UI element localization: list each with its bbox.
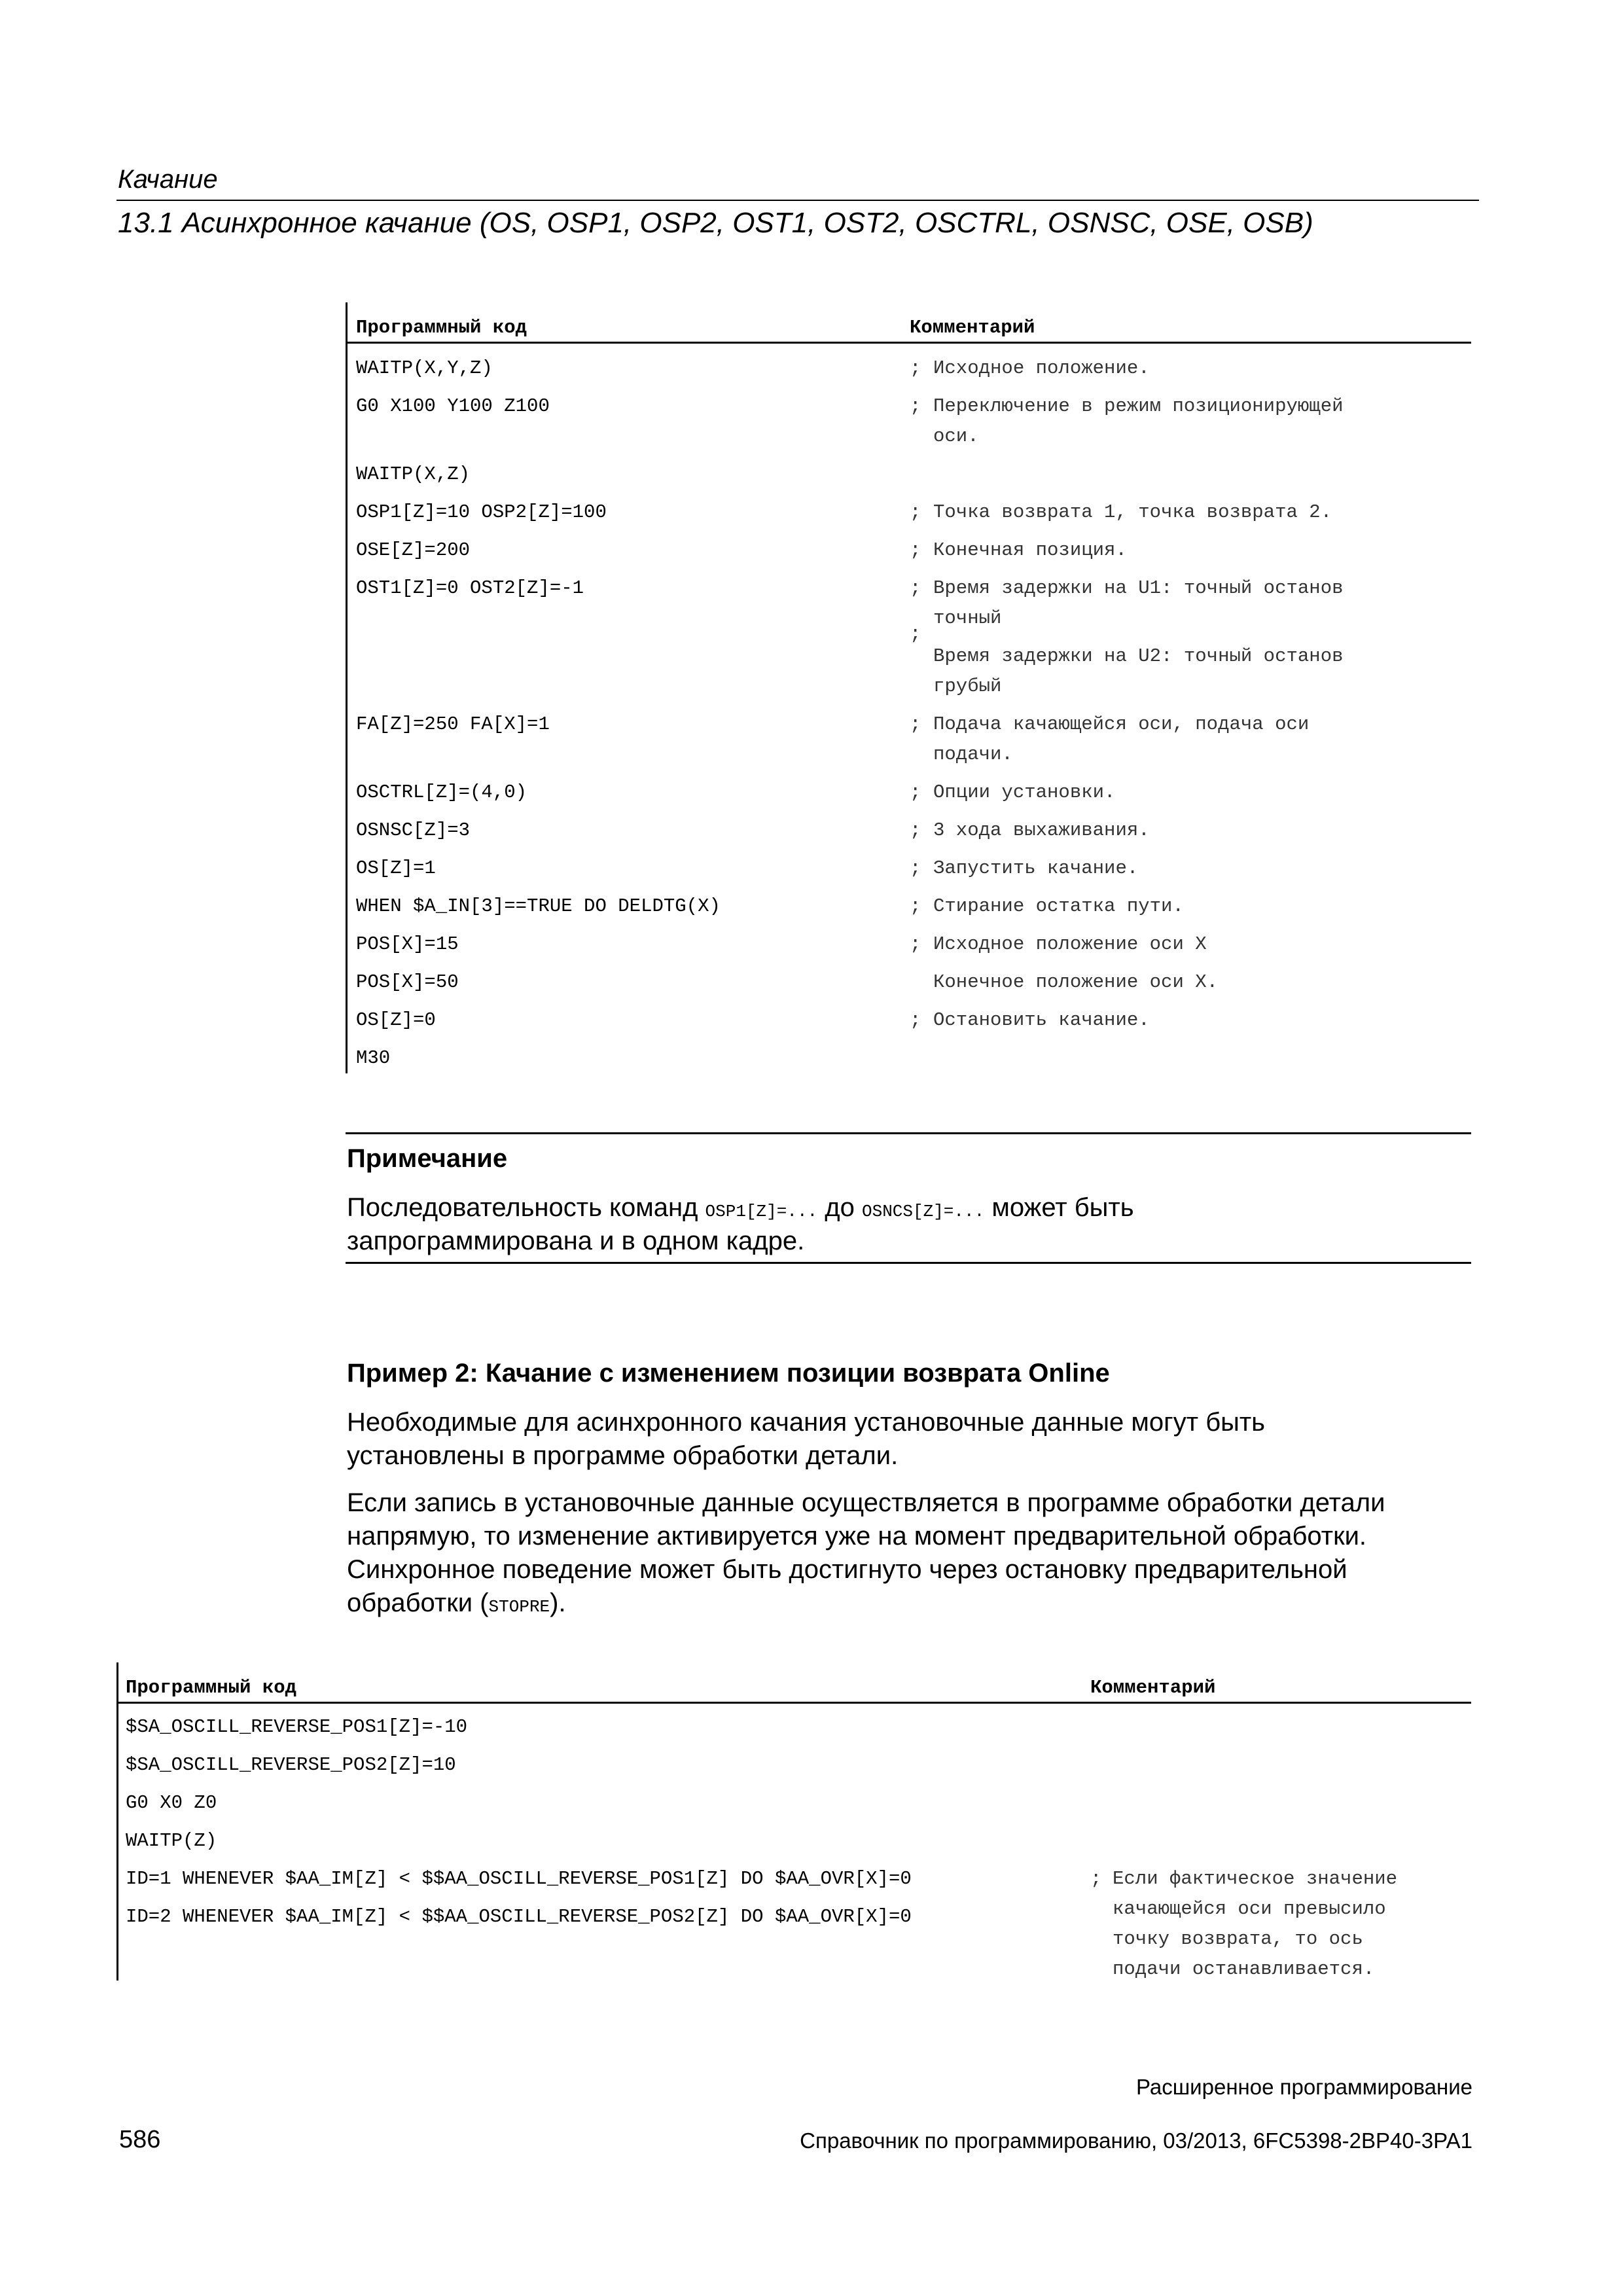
page-number: 586 [119,2126,161,2153]
code-line: G0 X100 Y100 Z100 [356,395,550,417]
note-line-2: запрограммирована и в одном кадре. [347,1227,805,1255]
note-bottom-rule [346,1262,1471,1264]
note-text: Последовательность команд [347,1193,705,1222]
footer-reference: Справочник по программированию, 03/2013, 6FC5398-2BP40-3PA1 [800,2128,1472,2153]
comment-text: 3 хода выхаживания. [933,819,1150,841]
comment-text: подачи останавливается. [1113,1958,1375,1980]
comment-text: Если фактическое значение [1113,1868,1398,1890]
header-divider [116,200,1479,201]
code-line: OSCTRL[Z]=(4,0) [356,781,527,803]
column-header-code: Программный код [126,1677,297,1698]
comment-text: Конечная позиция. [933,539,1127,561]
comment-text: Подача качающейся оси, подача оси [933,713,1310,735]
section-title: 13.1 Асинхронное качание (OS, OSP1, OSP2, OST1, OST2, OSCTRL, OSNSC, OSE, OSB) [118,207,1313,239]
table-header-rule [116,1702,1471,1704]
code-line: WAITP(X,Z) [356,463,471,485]
comment-text: оси. [933,425,979,447]
comment-text: подачи. [933,744,1013,765]
code-line: ID=2 WHENEVER $AA_IM[Z] < $$AA_OSCILL_REVERSE_POS2[Z] DO $AA_OVR[X]=0 [126,1906,912,1928]
paragraph-line: напрямую, то изменение активируется уже на момент предварительной обработки. [347,1522,1367,1551]
comment-marker: ; [910,501,921,523]
comment-marker: ; [910,857,921,879]
paragraph-text: ). [550,1588,566,1617]
column-header-comment: Комментарий [1090,1677,1216,1698]
comment-marker: ; [910,713,921,735]
comment-text: качающейся оси превысило [1113,1898,1386,1920]
comment-text: грубый [933,675,1002,697]
code-line: OS[Z]=1 [356,857,436,879]
comment-marker: ; [910,539,921,561]
code-line: OS[Z]=0 [356,1009,436,1031]
code-line: $SA_OSCILL_REVERSE_POS1[Z]=-10 [126,1716,468,1738]
comment-marker: ; [910,933,921,955]
comment-text: точку возврата, то ось [1113,1928,1363,1950]
comment-marker: ; [910,357,921,379]
note-top-rule [346,1132,1471,1134]
paragraph-line: Если запись в установочные данные осуществляется в программе обработки детали [347,1488,1385,1517]
code-line: $SA_OSCILL_REVERSE_POS2[Z]=10 [126,1754,456,1776]
comment-text: Конечное положение оси X. [933,971,1219,993]
note-text: до [817,1193,862,1222]
comment-text: Исходное положение. [933,357,1150,379]
paragraph-line [347,1587,566,1624]
comment-marker: ; [910,819,921,841]
example-heading: Пример 2: Качание с изменением позиции возврата Online [347,1359,1110,1388]
comment-marker: ; [1090,1868,1102,1890]
inline-code: STOPRE [488,1597,550,1617]
chapter-title: Качание [118,165,218,194]
comment-text: Точка возврата 1, точка возврата 2. [933,501,1332,523]
code-line: OSE[Z]=200 [356,539,471,561]
code-line: POS[X]=15 [356,933,459,955]
comment-marker: ; [910,623,921,645]
code-line: FA[Z]=250 FA[X]=1 [356,713,550,735]
comment-text: Время задержки на U1: точный останов [933,577,1344,599]
comment-text: Исходное положение оси X [933,933,1207,955]
table-left-border [116,1662,118,1981]
paragraph-line: установлены в программе обработки детали. [347,1441,899,1470]
comment-text: Стирание остатка пути. [933,895,1184,917]
comment-marker: ; [910,895,921,917]
comment-text: точный [933,607,1002,629]
footer-title: Расширенное программирование [1135,2075,1472,2099]
code-line: OSNSC[Z]=3 [356,819,471,841]
inline-code: OSP1[Z]=... [705,1202,818,1221]
comment-text: Запустить качание. [933,857,1139,879]
paragraph-text: обработки ( [347,1588,489,1617]
inline-code: OSNCS[Z]=... [861,1202,985,1221]
code-line: POS[X]=50 [356,971,459,993]
paragraph-line: Необходимые для асинхронного качания установочные данные могут быть [347,1408,1266,1437]
comment-text: Переключение в режим позиционирующей [933,395,1344,417]
comment-text: Время задержки на U2: точный останов [933,645,1344,667]
table-left-border [346,302,348,1073]
code-line: OST1[Z]=0 OST2[Z]=-1 [356,577,584,599]
code-line: WAITP(Z) [126,1830,217,1852]
code-line: WAITP(X,Y,Z) [356,357,493,379]
comment-marker: ; [910,395,921,417]
note-title: Примечание [347,1144,508,1173]
comment-marker: ; [910,1009,921,1031]
paragraph-line: Синхронное поведение может быть достигнуто через остановку предварительной [347,1555,1347,1584]
code-line: G0 X0 Z0 [126,1792,217,1814]
column-header-comment: Комментарий [910,317,1035,338]
comment-marker: ; [910,781,921,803]
code-line: ID=1 WHENEVER $AA_IM[Z] < $$AA_OSCILL_REVERSE_POS1[Z] DO $AA_OVR[X]=0 [126,1868,912,1890]
note-line-1 [347,1191,1134,1229]
code-line: OSP1[Z]=10 OSP2[Z]=100 [356,501,607,523]
code-line: M30 [356,1047,391,1069]
table-header-rule [346,342,1471,344]
column-header-code: Программный код [356,317,527,338]
code-line: WHEN $A_IN[3]==TRUE DO DELDTG(X) [356,895,721,917]
comment-marker: ; [910,577,921,599]
comment-text: Опции установки. [933,781,1116,803]
comment-text: Остановить качание. [933,1009,1150,1031]
note-text: может быть [984,1193,1134,1222]
